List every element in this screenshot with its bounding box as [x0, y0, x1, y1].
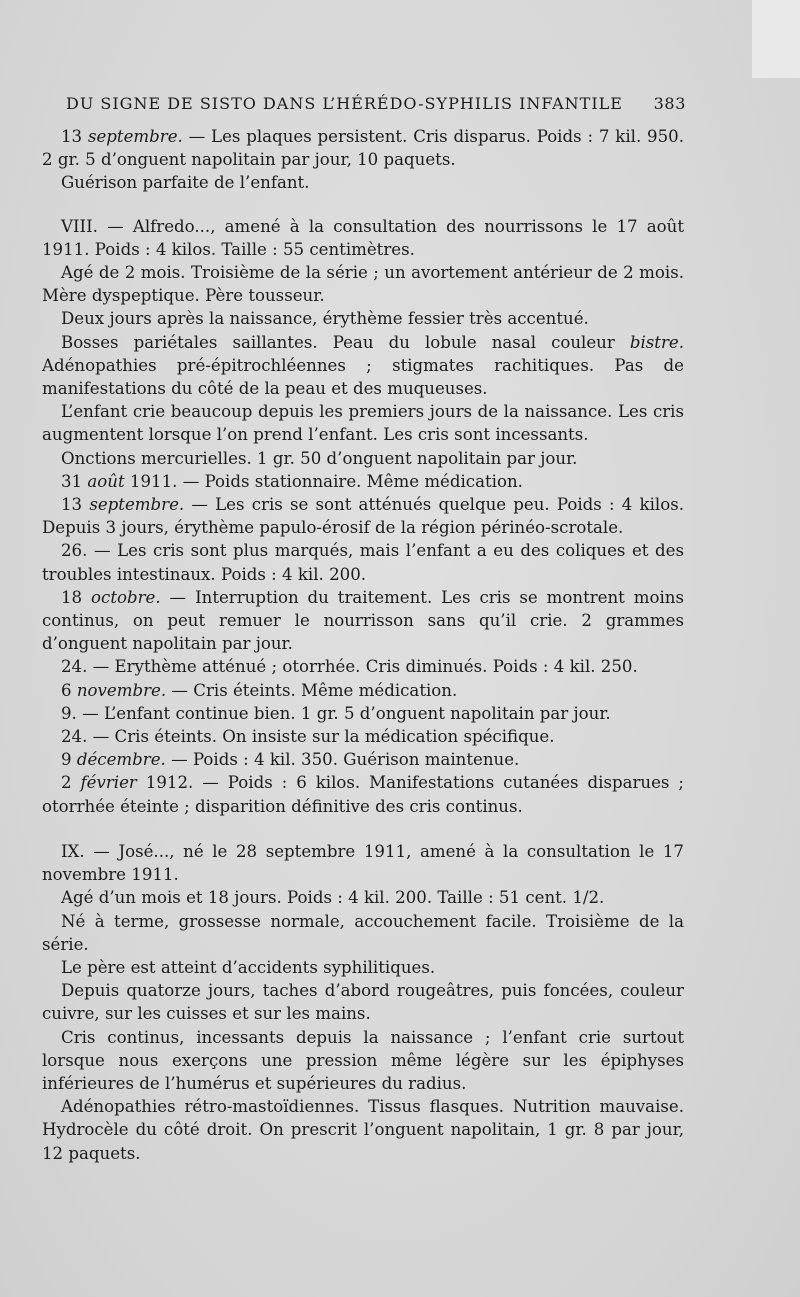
- paragraph: 31 août 1911. — Poids stationnaire. Même médication.: [61, 471, 523, 491]
- paragraph: Agé de 2 mois. Troisième de la série ; un avortement antérieur de 2 mois. Mère dyspeptique. Père tousseur.: [42, 263, 684, 306]
- paragraph: L’enfant crie beaucoup depuis les premiers jours de la naissance. Les cris augmentent lorsque l’on prend l’enfant. Les cris sont incessants.: [42, 402, 684, 445]
- paragraph: 24. — Erythème atténué ; otorrhée. Cris diminués. Poids : 4 kil. 250.: [61, 657, 638, 677]
- body-text: [42, 125, 684, 1165]
- paragraph: Le père est atteint d’accidents syphilitiques.: [61, 957, 436, 977]
- paragraph: Onctions mercurielles. 1 gr. 50 d’onguent napolitain par jour.: [61, 448, 578, 468]
- case-heading-paragraph: VIII. — Alfredo..., amené à la consultation des nourrissons le 17 août 1911. Poids : 4 kilos. Taille : 55 centimètres.: [42, 216, 684, 259]
- paragraph: Guérison parfaite de l’enfant.: [61, 173, 310, 193]
- running-header: [66, 94, 686, 113]
- paragraph: 9. — L’enfant continue bien. 1 gr. 5 d’onguent napolitain par jour.: [61, 703, 611, 723]
- paragraph: Cris continus, incessants depuis la naissance ; l’enfant crie surtout lorsque nous exerçons une pression même légère sur les épiphyses inférieures de l’humérus et supérieures du radius.: [42, 1027, 684, 1093]
- paragraph: Agé d’un mois et 18 jours. Poids : 4 kil. 200. Taille : 51 cent. 1/2.: [61, 888, 605, 908]
- page-corner-shade: [752, 0, 800, 78]
- paragraph: 6 novembre. — Cris éteints. Même médication.: [61, 680, 458, 700]
- page-number: 383: [653, 94, 686, 113]
- paragraph: Bosses pariétales saillantes. Peau du lobule nasal couleur bistre. Adénopathies pré-épitrochléennes ; stigmates rachitiques. Pas de manifestations du côté de la peau et des muqueuses.: [42, 332, 684, 399]
- paragraph: Deux jours après la naissance, érythème fessier très accentué.: [61, 309, 589, 329]
- paragraph: 9 décembre. — Poids : 4 kil. 350. Guérison maintenue.: [61, 750, 520, 770]
- paragraph: 18 octobre. — Interruption du traitement. Les cris se montrent moins continus, on peut remuer le nourrisson sans qu’il crie. 2 grammes d’onguent napolitain par jour.: [42, 587, 685, 654]
- paragraph: 13 septembre. — Les plaques persistent. Cris disparus. Poids : 7 kil. 950. 2 gr. 5 d’onguent napolitain par jour, 10 paquets.: [42, 127, 684, 170]
- case-heading-paragraph: IX. — José..., né le 28 septembre 1911, amené à la consultation le 17 novembre 1911.: [42, 841, 684, 885]
- paragraph: 24. — Cris éteints. On insiste sur la médication spécifique.: [61, 727, 555, 747]
- paragraph: Adénopathies rétro-mastoïdiennes. Tissus flasques. Nutrition mauvaise. Hydrocèle du côté droit. On prescrit l’onguent napolitain, 1 gr. 8 par jour, 12 paquets.: [42, 1097, 684, 1163]
- paragraph: 26. — Les cris sont plus marqués, mais l’enfant a eu des coliques et des troubles intestinaux. Poids : 4 kil. 200.: [42, 541, 684, 584]
- paragraph: 13 septembre. — Les cris se sont atténués quelque peu. Poids : 4 kilos. Depuis 3 jours, érythème papulo-érosif de la région périnéo-scrotale.: [42, 495, 685, 538]
- running-title: DU SIGNE DE SISTO DANS L’HÉRÉDO-SYPHILIS INFANTILE: [66, 94, 623, 113]
- paragraph: 2 février 1912. — Poids : 6 kilos. Manifestations cutanées disparues ; otorrhée éteinte ; disparition définitive des cris continus.: [42, 773, 684, 816]
- paragraph: Né à terme, grossesse normale, accouchement facile. Troisième de la série.: [42, 911, 684, 954]
- paragraph: Depuis quatorze jours, taches d’abord rougeâtres, puis foncées, couleur cuivre, sur les cuisses et sur les mains.: [42, 981, 684, 1024]
